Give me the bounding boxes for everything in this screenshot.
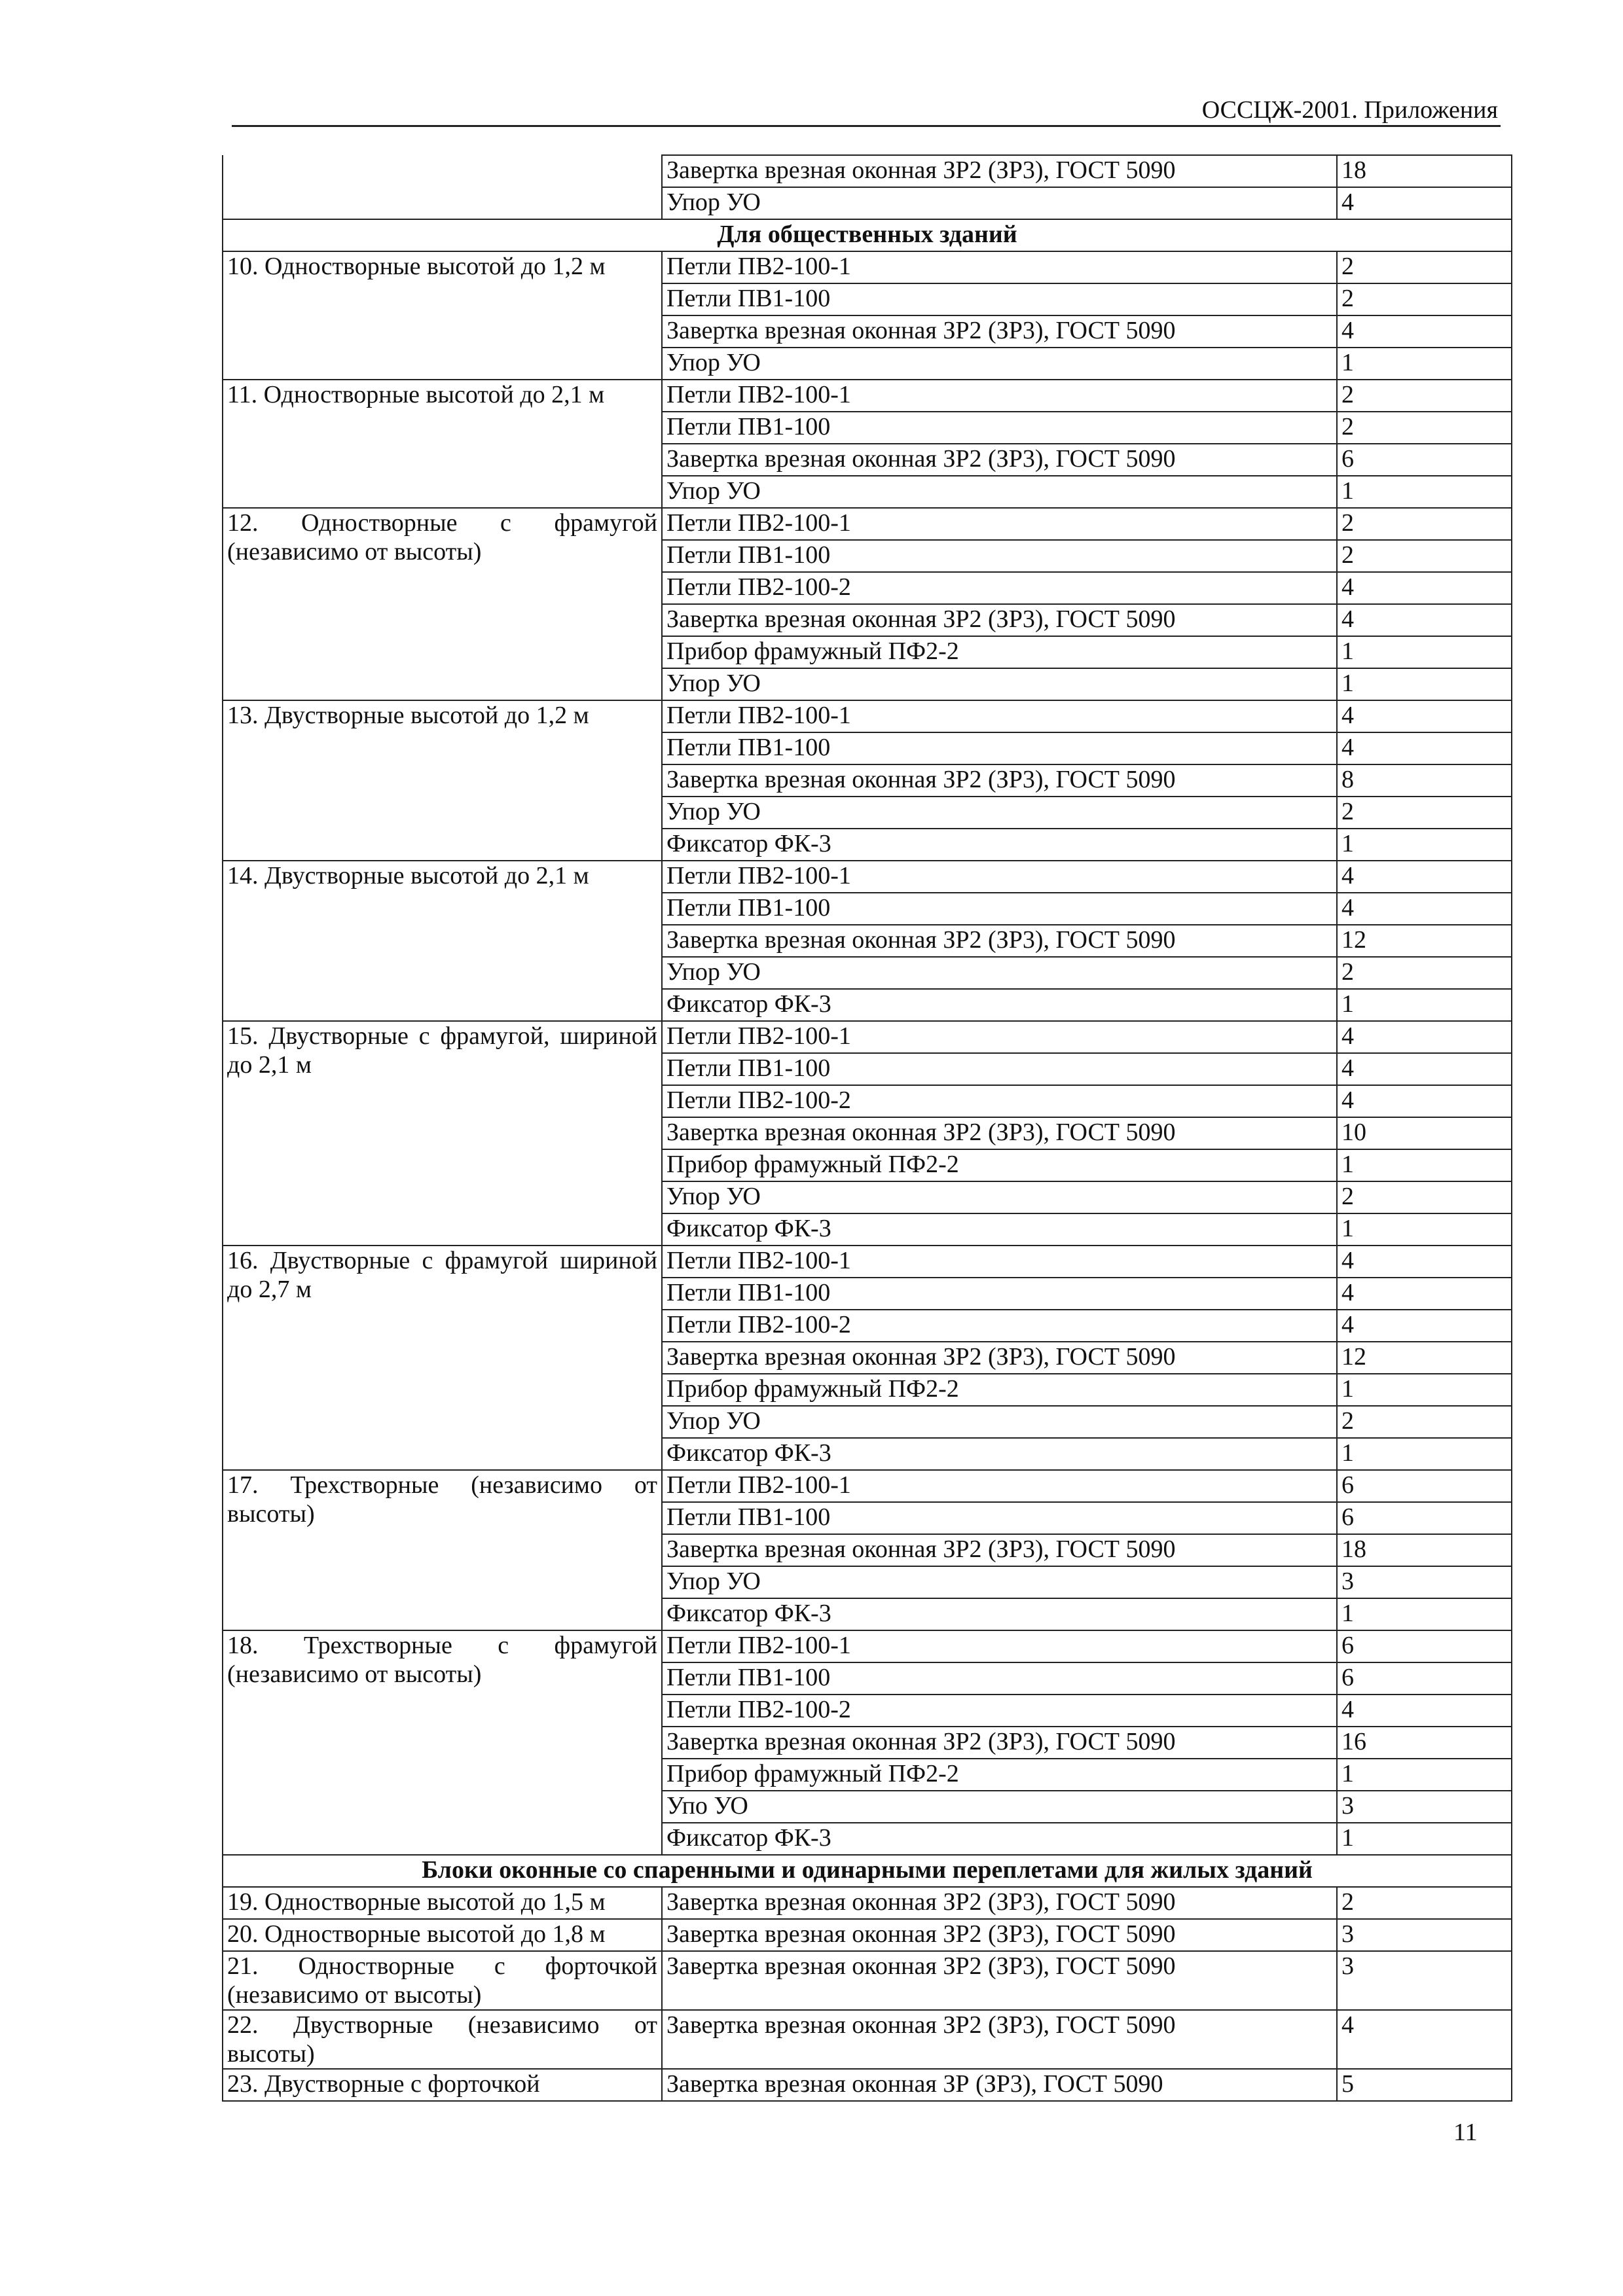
window-type-name: 21. Одностворные с форточкой (независимо от высоты) (223, 1951, 662, 2010)
window-type-name: 10. Одностворные высотой до 1,2 м (223, 251, 662, 380)
item-cell: Завертка врезная оконная ЗР2 (ЗР3), ГОСТ 5090 (662, 925, 1337, 957)
item-cell: Упор УО (662, 187, 1337, 219)
table-row (223, 251, 1512, 283)
qty-cell: 2 (1337, 1406, 1512, 1438)
qty-cell: 2 (1337, 957, 1512, 989)
window-type-name: 23. Двустворные с форточкой (223, 2069, 662, 2101)
header-title: ОССЦЖ-2001. Приложения (1201, 96, 1498, 124)
qty-cell: 4 (1337, 187, 1512, 219)
qty-cell: 2 (1337, 797, 1512, 829)
item-cell: Петли ПВ2-100-1 (662, 1021, 1337, 1053)
qty-cell: 4 (1337, 893, 1512, 925)
qty-cell: 18 (1337, 155, 1512, 187)
table-row (223, 1021, 1512, 1053)
item-cell: Петли ПВ2-100-2 (662, 1085, 1337, 1117)
qty-cell: 5 (1337, 2069, 1512, 2101)
item-cell: Завертка врезная оконная ЗР2 (ЗР3), ГОСТ 5090 (662, 1919, 1337, 1951)
item-cell: Завертка врезная оконная ЗР2 (ЗР3), ГОСТ 5090 (662, 1117, 1337, 1149)
item-cell: Фиксатор ФК-3 (662, 1823, 1337, 1855)
item-cell: Упор УО (662, 1566, 1337, 1598)
item-cell: Петли ПВ2-100-1 (662, 1630, 1337, 1662)
item-cell: Завертка врезная оконная ЗР2 (ЗР3), ГОСТ 5090 (662, 1342, 1337, 1374)
qty-cell: 2 (1337, 1887, 1512, 1919)
qty-cell: 4 (1337, 315, 1512, 348)
item-cell: Упор УО (662, 957, 1337, 989)
qty-cell: 4 (1337, 1053, 1512, 1085)
item-cell: Петли ПВ1-100 (662, 283, 1337, 315)
table-row (223, 2069, 1512, 2101)
qty-cell: 2 (1337, 283, 1512, 315)
qty-cell: 4 (1337, 1695, 1512, 1727)
item-cell: Упор УО (662, 1406, 1337, 1438)
qty-cell: 1 (1337, 989, 1512, 1021)
item-cell: Фиксатор ФК-3 (662, 1213, 1337, 1246)
item-cell: Фиксатор ФК-3 (662, 829, 1337, 861)
item-cell: Завертка врезная оконная ЗР2 (ЗР3), ГОСТ 5090 (662, 315, 1337, 348)
item-cell: Завертка врезная оконная ЗР2 (ЗР3), ГОСТ 5090 (662, 1534, 1337, 1566)
table-row (223, 1246, 1512, 1278)
qty-cell: 6 (1337, 1502, 1512, 1534)
item-cell: Петли ПВ1-100 (662, 412, 1337, 444)
item-cell: Завертка врезная оконная ЗР (ЗР3), ГОСТ 5090 (662, 2069, 1337, 2101)
qty-cell: 2 (1337, 251, 1512, 283)
window-type-name: 20. Одностворные высотой до 1,8 м (223, 1919, 662, 1951)
table-row (223, 1919, 1512, 1951)
item-cell: Петли ПВ1-100 (662, 540, 1337, 572)
section-title: Для общественных зданий (223, 219, 1512, 251)
qty-cell: 4 (1337, 700, 1512, 732)
item-cell: Петли ПВ1-100 (662, 1502, 1337, 1534)
qty-cell: 2 (1337, 380, 1512, 412)
table-row (223, 1630, 1512, 1662)
item-cell: Завертка врезная оконная ЗР2 (ЗР3), ГОСТ 5090 (662, 155, 1337, 187)
qty-cell: 12 (1337, 1342, 1512, 1374)
window-type-name: 15. Двустворные с фрамугой, шириной до 2,1 м (223, 1021, 662, 1246)
qty-cell: 1 (1337, 1823, 1512, 1855)
item-cell: Прибор фрамужный ПФ2-2 (662, 636, 1337, 668)
qty-cell: 16 (1337, 1727, 1512, 1759)
item-cell: Фиксатор ФК-3 (662, 1438, 1337, 1470)
qty-cell: 4 (1337, 1310, 1512, 1342)
qty-cell: 1 (1337, 348, 1512, 380)
qty-cell: 1 (1337, 668, 1512, 700)
qty-cell: 1 (1337, 1149, 1512, 1181)
table-row (223, 861, 1512, 893)
qty-cell: 1 (1337, 636, 1512, 668)
qty-cell: 1 (1337, 1598, 1512, 1630)
item-cell: Петли ПВ2-100-1 (662, 1246, 1337, 1278)
window-type-name: 13. Двустворные высотой до 1,2 м (223, 700, 662, 861)
item-cell: Фиксатор ФК-3 (662, 989, 1337, 1021)
qty-cell: 4 (1337, 604, 1512, 636)
qty-cell: 2 (1337, 508, 1512, 540)
qty-cell: 2 (1337, 1181, 1512, 1213)
qty-cell: 8 (1337, 764, 1512, 797)
item-cell: Петли ПВ2-100-1 (662, 700, 1337, 732)
item-cell: Прибор фрамужный ПФ2-2 (662, 1759, 1337, 1791)
window-type-name: 14. Двустворные высотой до 2,1 м (223, 861, 662, 1021)
qty-cell: 4 (1337, 1085, 1512, 1117)
item-cell: Упор УО (662, 1181, 1337, 1213)
item-cell: Завертка врезная оконная ЗР2 (ЗР3), ГОСТ 5090 (662, 604, 1337, 636)
qty-cell: 3 (1337, 1566, 1512, 1598)
qty-cell: 4 (1337, 572, 1512, 604)
item-cell: Петли ПВ2-100-1 (662, 508, 1337, 540)
item-cell: Петли ПВ2-100-2 (662, 1695, 1337, 1727)
qty-cell: 6 (1337, 1630, 1512, 1662)
qty-cell: 18 (1337, 1534, 1512, 1566)
item-cell: Завертка врезная оконная ЗР2 (ЗР3), ГОСТ 5090 (662, 2010, 1337, 2069)
item-cell: Завертка врезная оконная ЗР2 (ЗР3), ГОСТ 5090 (662, 1727, 1337, 1759)
qty-cell: 6 (1337, 1470, 1512, 1502)
table-row (223, 2010, 1512, 2069)
item-cell: Упор УО (662, 797, 1337, 829)
table-row (223, 155, 1512, 187)
item-cell: Упор УО (662, 348, 1337, 380)
item-cell: Завертка врезная оконная ЗР2 (ЗР3), ГОСТ 5090 (662, 1887, 1337, 1919)
page-number: 11 (1453, 2119, 1478, 2146)
item-cell: Петли ПВ2-100-1 (662, 861, 1337, 893)
qty-cell: 4 (1337, 2010, 1512, 2069)
window-type-name: 11. Одностворные высотой до 2,1 м (223, 380, 662, 508)
qty-cell: 3 (1337, 1951, 1512, 2010)
window-type-name: 16. Двустворные с фрамугой шириной до 2,7 м (223, 1246, 662, 1470)
item-cell: Петли ПВ2-100-1 (662, 1470, 1337, 1502)
table-row (223, 508, 1512, 540)
item-cell: Завертка врезная оконная ЗР2 (ЗР3), ГОСТ 5090 (662, 444, 1337, 476)
window-type-name: 12. Одностворные с фрамугой (независимо от высоты) (223, 508, 662, 700)
item-cell: Петли ПВ2-100-1 (662, 251, 1337, 283)
table-row (223, 1887, 1512, 1919)
qty-cell: 12 (1337, 925, 1512, 957)
qty-cell: 2 (1337, 540, 1512, 572)
item-cell: Петли ПВ1-100 (662, 1053, 1337, 1085)
qty-cell: 1 (1337, 1374, 1512, 1406)
item-cell: Завертка врезная оконная ЗР2 (ЗР3), ГОСТ 5090 (662, 1951, 1337, 2010)
item-cell: Завертка врезная оконная ЗР2 (ЗР3), ГОСТ 5090 (662, 764, 1337, 797)
qty-cell: 6 (1337, 444, 1512, 476)
qty-cell: 4 (1337, 861, 1512, 893)
continuation-name-cell (223, 155, 662, 219)
qty-cell: 4 (1337, 1021, 1512, 1053)
item-cell: Петли ПВ2-100-1 (662, 380, 1337, 412)
section-row (223, 219, 1512, 251)
qty-cell: 4 (1337, 1246, 1512, 1278)
table-row (223, 1951, 1512, 2010)
hardware-spec-table (222, 154, 1512, 2102)
item-cell: Фиксатор ФК-3 (662, 1598, 1337, 1630)
table-row (223, 380, 1512, 412)
item-cell: Петли ПВ2-100-2 (662, 1310, 1337, 1342)
window-type-name: 18. Трехстворные с фрамугой (независимо от высоты) (223, 1630, 662, 1855)
item-cell: Упор УО (662, 668, 1337, 700)
running-header (232, 89, 1501, 127)
qty-cell: 3 (1337, 1919, 1512, 1951)
table-row (223, 700, 1512, 732)
qty-cell: 1 (1337, 476, 1512, 508)
qty-cell: 1 (1337, 1438, 1512, 1470)
qty-cell: 2 (1337, 412, 1512, 444)
window-type-name: 19. Одностворные высотой до 1,5 м (223, 1887, 662, 1919)
item-cell: Упо УО (662, 1791, 1337, 1823)
qty-cell: 1 (1337, 1213, 1512, 1246)
qty-cell: 1 (1337, 1759, 1512, 1791)
qty-cell: 10 (1337, 1117, 1512, 1149)
qty-cell: 4 (1337, 732, 1512, 764)
item-cell: Петли ПВ1-100 (662, 1278, 1337, 1310)
item-cell: Петли ПВ2-100-2 (662, 572, 1337, 604)
qty-cell: 4 (1337, 1278, 1512, 1310)
item-cell: Упор УО (662, 476, 1337, 508)
qty-cell: 1 (1337, 829, 1512, 861)
qty-cell: 6 (1337, 1662, 1512, 1695)
item-cell: Прибор фрамужный ПФ2-2 (662, 1374, 1337, 1406)
item-cell: Петли ПВ1-100 (662, 732, 1337, 764)
table-row (223, 1470, 1512, 1502)
item-cell: Петли ПВ1-100 (662, 893, 1337, 925)
section-title: Блоки оконные со спаренными и одинарными переплетами для жилых зданий (223, 1855, 1512, 1887)
item-cell: Петли ПВ1-100 (662, 1662, 1337, 1695)
window-type-name: 22. Двустворные (независимо от высоты) (223, 2010, 662, 2069)
section-row (223, 1855, 1512, 1887)
window-type-name: 17. Трехстворные (независимо от высоты) (223, 1470, 662, 1630)
item-cell: Прибор фрамужный ПФ2-2 (662, 1149, 1337, 1181)
qty-cell: 3 (1337, 1791, 1512, 1823)
